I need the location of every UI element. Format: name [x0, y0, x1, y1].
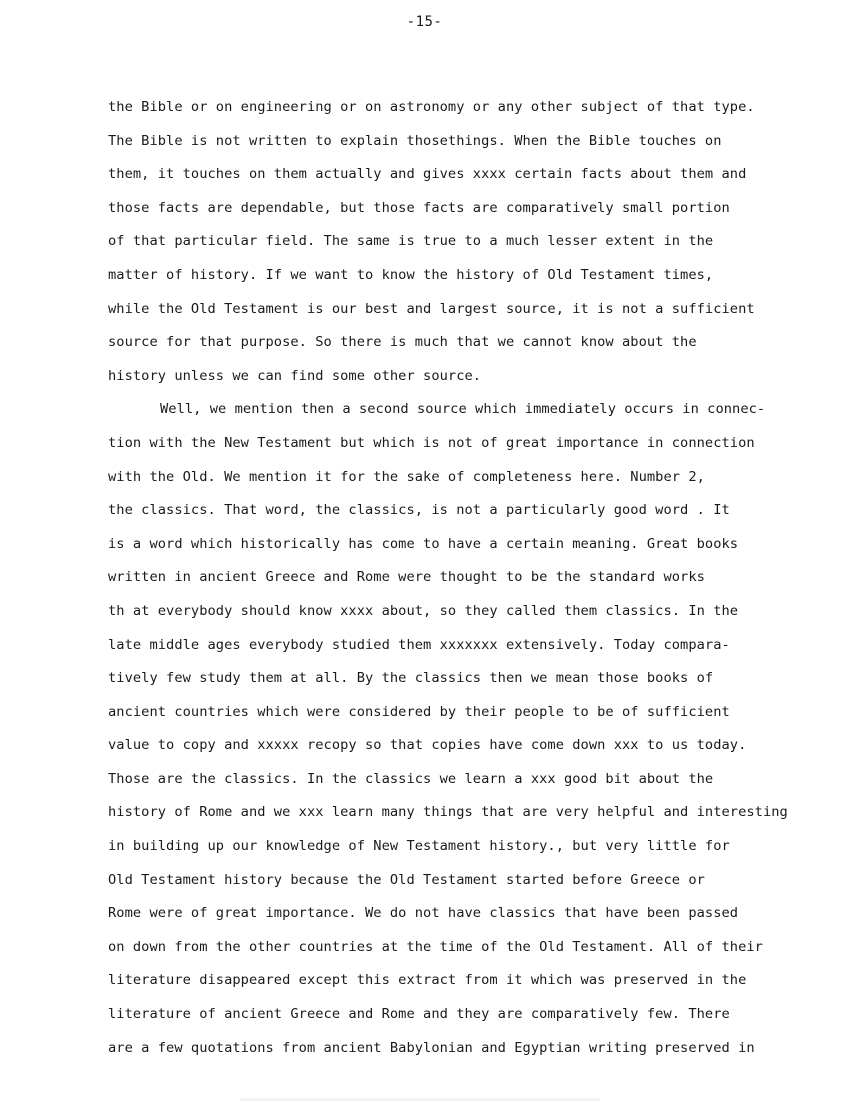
text-line: literature disappeared except this extract from it which was preserved in the — [108, 972, 747, 989]
text-line: with the Old. We mention it for the sake of completeness here. Number 2, — [108, 468, 705, 485]
text-line: history unless we can find some other source. — [108, 367, 482, 384]
text-line: Those are the classics. In the classics we learn a xxx good bit about the — [108, 770, 714, 787]
text-line: while the Old Testament is our best and largest source, it is not a sufficient — [108, 300, 755, 317]
body-text — [108, 96, 808, 1070]
text-line: those facts are dependable, but those facts are comparatively small portion — [108, 199, 730, 216]
text-line: ancient countries which were considered by their people to be of sufficient — [108, 703, 730, 720]
text-line: tively few study them at all. By the classics then we mean those books of — [108, 670, 714, 687]
text-line: of that particular field. The same is true to a much lesser extent in the — [108, 233, 714, 250]
text-line: Old Testament history because the Old Testament started before Greece or — [108, 871, 705, 888]
scan-edge-shadow — [240, 1097, 600, 1101]
text-line: in building up our knowledge of New Testament history., but very little for — [108, 838, 730, 855]
text-line: value to copy and xxxxx recopy so that copies have come down xxx to us today. — [108, 737, 747, 754]
text-line: is a word which historically has come to have a certain meaning. Great books — [108, 535, 739, 552]
text-line: the classics. That word, the classics, is not a particularly good word . It — [108, 502, 730, 519]
text-line: them, it touches on them actually and gives xxxx certain facts about them and — [108, 166, 747, 183]
page-number: -15- — [406, 14, 443, 30]
text-line: late middle ages everybody studied them xxxxxxx extensively. Today compara- — [108, 636, 730, 653]
text-line: The Bible is not written to explain thosethings. When the Bible touches on — [108, 132, 722, 149]
paragraph-first-line: Well, we mention then a second source which immediately occurs in connec- — [160, 401, 766, 418]
text-line: on down from the other countries at the time of the Old Testament. All of their — [108, 938, 763, 955]
text-line: written in ancient Greece and Rome were thought to be the standard works — [108, 569, 705, 586]
text-line: th at everybody should know xxxx about, so they called them classics. In the — [108, 602, 739, 619]
text-line: tion with the New Testament but which is not of great importance in connection — [108, 434, 755, 451]
text-line: the Bible or on engineering or on astronomy or any other subject of that type. — [108, 99, 755, 115]
text-line: source for that purpose. So there is much that we cannot know about the — [108, 334, 697, 351]
text-line: matter of history. If we want to know the history of Old Testament times, — [108, 266, 714, 283]
text-line: history of Rome and we xxx learn many things that are very helpful and interesting — [108, 804, 788, 821]
text-line: literature of ancient Greece and Rome and they are comparatively few. There — [108, 1006, 730, 1023]
text-line: are a few quotations from ancient Babylonian and Egyptian writing preserved in — [108, 1039, 755, 1056]
text-line: Rome were of great importance. We do not have classics that have been passed — [108, 905, 739, 922]
